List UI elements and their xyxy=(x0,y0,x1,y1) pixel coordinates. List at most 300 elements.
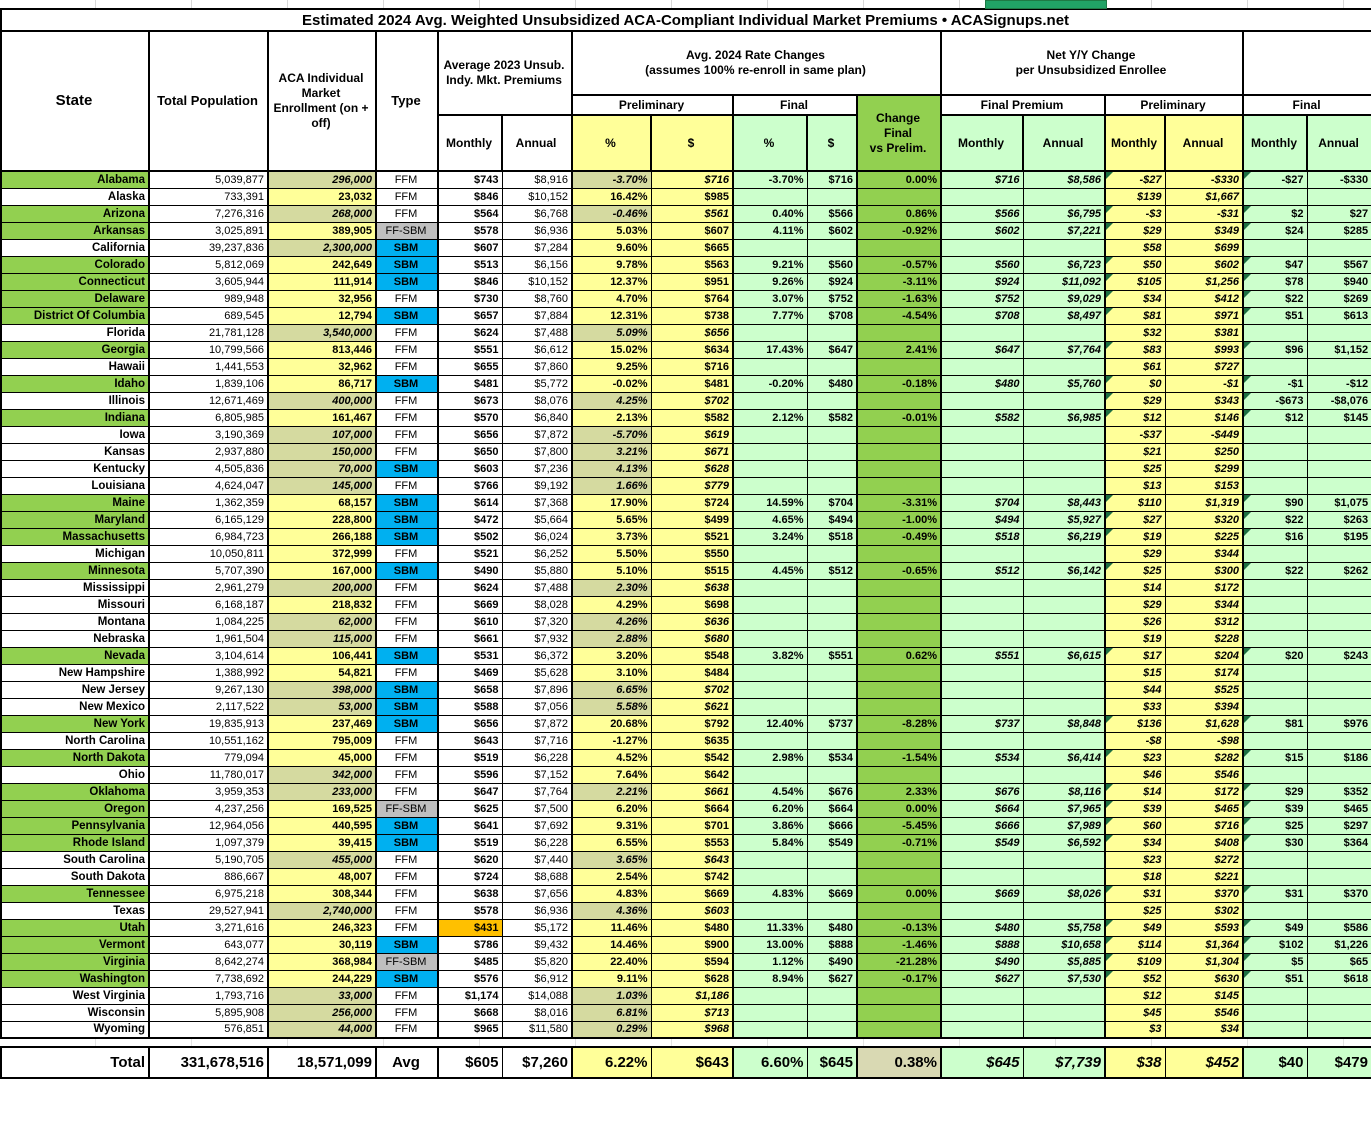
market-type[interactable]: FFM xyxy=(376,987,438,1004)
premium-2023-monthly[interactable]: $570 xyxy=(438,409,502,426)
change-final-vs-prelim[interactable] xyxy=(857,766,941,783)
total-population[interactable]: 3,605,944 xyxy=(149,273,268,290)
final-premium-monthly[interactable]: $627 xyxy=(941,970,1023,987)
final-premium-annual[interactable] xyxy=(1023,664,1105,681)
change-final-vs-prelim[interactable] xyxy=(857,1021,941,1038)
final-premium-monthly[interactable] xyxy=(941,630,1023,647)
aca-enrollment[interactable]: 145,000 xyxy=(268,477,376,494)
net-final-monthly[interactable]: $15 xyxy=(1243,749,1307,766)
total-population[interactable]: 39,237,836 xyxy=(149,239,268,256)
total-population[interactable]: 2,961,279 xyxy=(149,579,268,596)
final-rate-change-pct[interactable] xyxy=(733,545,807,562)
premium-2023-annual[interactable]: $8,028 xyxy=(502,596,572,613)
final-premium-annual[interactable]: $6,142 xyxy=(1023,562,1105,579)
market-type[interactable]: FFM xyxy=(376,579,438,596)
net-final-monthly[interactable] xyxy=(1243,579,1307,596)
final-premium-annual[interactable]: $6,795 xyxy=(1023,205,1105,222)
final-premium-monthly[interactable] xyxy=(941,188,1023,205)
final-rate-change-pct[interactable]: 11.33% xyxy=(733,919,807,936)
final-rate-change-pct[interactable]: 1.12% xyxy=(733,953,807,970)
net-final-annual[interactable]: $1,075 xyxy=(1307,494,1371,511)
final-premium-monthly[interactable]: $549 xyxy=(941,834,1023,851)
final-premium-annual[interactable] xyxy=(1023,392,1105,409)
market-type[interactable]: FF-SBM xyxy=(376,800,438,817)
state-name[interactable]: New Mexico xyxy=(1,698,149,715)
state-name[interactable]: Alaska xyxy=(1,188,149,205)
col-header-2023-monthly[interactable]: Monthly xyxy=(438,115,502,171)
net-final-monthly[interactable] xyxy=(1243,1021,1307,1038)
aca-enrollment[interactable]: 169,525 xyxy=(268,800,376,817)
premium-2023-annual[interactable]: $7,152 xyxy=(502,766,572,783)
net-prelim-annual[interactable]: $602 xyxy=(1165,256,1243,273)
prelim-rate-change-pct[interactable]: 5.58% xyxy=(572,698,651,715)
total-population[interactable]: 6,168,187 xyxy=(149,596,268,613)
net-prelim-monthly[interactable]: $29 xyxy=(1105,596,1165,613)
total-net-prelim-annual[interactable]: $452 xyxy=(1165,1047,1243,1078)
prelim-rate-change-pct[interactable]: -0.46% xyxy=(572,205,651,222)
final-premium-monthly[interactable]: $512 xyxy=(941,562,1023,579)
premium-2023-annual[interactable]: $6,768 xyxy=(502,205,572,222)
final-rate-change-usd[interactable] xyxy=(807,358,857,375)
net-final-annual[interactable] xyxy=(1307,443,1371,460)
premium-2023-annual[interactable]: $6,912 xyxy=(502,970,572,987)
total-population[interactable]: 886,667 xyxy=(149,868,268,885)
market-type[interactable]: SBM xyxy=(376,494,438,511)
final-premium-annual[interactable]: $5,927 xyxy=(1023,511,1105,528)
net-final-annual[interactable]: $262 xyxy=(1307,562,1371,579)
premium-2023-monthly[interactable]: $724 xyxy=(438,868,502,885)
net-prelim-annual[interactable]: $381 xyxy=(1165,324,1243,341)
prelim-rate-change-usd[interactable]: $553 xyxy=(651,834,733,851)
final-rate-change-usd[interactable]: $494 xyxy=(807,511,857,528)
change-final-vs-prelim[interactable]: -0.71% xyxy=(857,834,941,851)
net-final-monthly[interactable]: $51 xyxy=(1243,970,1307,987)
premium-2023-monthly[interactable]: $564 xyxy=(438,205,502,222)
aca-enrollment[interactable]: 244,229 xyxy=(268,970,376,987)
final-rate-change-usd[interactable] xyxy=(807,681,857,698)
change-final-vs-prelim[interactable]: -8.28% xyxy=(857,715,941,732)
premium-2023-annual[interactable]: $8,760 xyxy=(502,290,572,307)
final-rate-change-pct[interactable] xyxy=(733,358,807,375)
net-final-annual[interactable] xyxy=(1307,545,1371,562)
net-final-monthly[interactable]: $22 xyxy=(1243,562,1307,579)
aca-enrollment[interactable]: 237,469 xyxy=(268,715,376,732)
market-type[interactable]: SBM xyxy=(376,681,438,698)
state-name[interactable]: Mississippi xyxy=(1,579,149,596)
final-premium-annual[interactable] xyxy=(1023,239,1105,256)
prelim-rate-change-pct[interactable]: 9.11% xyxy=(572,970,651,987)
state-name[interactable]: Wyoming xyxy=(1,1021,149,1038)
final-premium-monthly[interactable] xyxy=(941,987,1023,1004)
final-premium-annual[interactable]: $8,116 xyxy=(1023,783,1105,800)
aca-enrollment[interactable]: 86,717 xyxy=(268,375,376,392)
change-final-vs-prelim[interactable]: 2.41% xyxy=(857,341,941,358)
net-final-annual[interactable]: $145 xyxy=(1307,409,1371,426)
net-final-annual[interactable]: $65 xyxy=(1307,953,1371,970)
net-final-annual[interactable]: $263 xyxy=(1307,511,1371,528)
prelim-rate-change-usd[interactable]: $779 xyxy=(651,477,733,494)
prelim-rate-change-usd[interactable]: $619 xyxy=(651,426,733,443)
change-final-vs-prelim[interactable]: -0.13% xyxy=(857,919,941,936)
final-rate-change-pct[interactable]: 3.82% xyxy=(733,647,807,664)
premium-2023-annual[interactable]: $5,172 xyxy=(502,919,572,936)
state-name[interactable]: Hawaii xyxy=(1,358,149,375)
premium-2023-annual[interactable]: $6,228 xyxy=(502,749,572,766)
total-population[interactable]: 29,527,941 xyxy=(149,902,268,919)
net-final-annual[interactable] xyxy=(1307,681,1371,698)
final-premium-annual[interactable] xyxy=(1023,1004,1105,1021)
change-final-vs-prelim[interactable] xyxy=(857,868,941,885)
final-rate-change-usd[interactable] xyxy=(807,545,857,562)
premium-2023-monthly[interactable]: $624 xyxy=(438,324,502,341)
total-population[interactable]: 6,165,129 xyxy=(149,511,268,528)
prelim-rate-change-usd[interactable]: $792 xyxy=(651,715,733,732)
net-prelim-annual[interactable]: $1,256 xyxy=(1165,273,1243,290)
final-premium-monthly[interactable] xyxy=(941,426,1023,443)
prelim-rate-change-usd[interactable]: $521 xyxy=(651,528,733,545)
net-prelim-annual[interactable]: $699 xyxy=(1165,239,1243,256)
change-final-vs-prelim[interactable]: -0.65% xyxy=(857,562,941,579)
change-final-vs-prelim[interactable] xyxy=(857,1004,941,1021)
market-type[interactable]: FFM xyxy=(376,477,438,494)
final-premium-annual[interactable] xyxy=(1023,596,1105,613)
state-name[interactable]: Indiana xyxy=(1,409,149,426)
net-prelim-monthly[interactable]: $19 xyxy=(1105,528,1165,545)
net-prelim-annual[interactable]: $300 xyxy=(1165,562,1243,579)
prelim-rate-change-pct[interactable]: 2.30% xyxy=(572,579,651,596)
market-type[interactable]: SBM xyxy=(376,715,438,732)
market-type[interactable]: FFM xyxy=(376,630,438,647)
final-rate-change-pct[interactable]: 5.84% xyxy=(733,834,807,851)
group-header-rate-changes[interactable] xyxy=(572,31,941,95)
state-name[interactable]: Iowa xyxy=(1,426,149,443)
final-premium-monthly[interactable]: $664 xyxy=(941,800,1023,817)
premium-2023-monthly[interactable]: $490 xyxy=(438,562,502,579)
premium-2023-annual[interactable]: $8,916 xyxy=(502,171,572,188)
premium-2023-annual[interactable]: $7,320 xyxy=(502,613,572,630)
final-rate-change-usd[interactable] xyxy=(807,477,857,494)
state-name[interactable]: Louisiana xyxy=(1,477,149,494)
net-final-annual[interactable]: -$8,076 xyxy=(1307,392,1371,409)
change-final-vs-prelim[interactable]: 0.62% xyxy=(857,647,941,664)
final-premium-annual[interactable]: $7,764 xyxy=(1023,341,1105,358)
net-prelim-monthly[interactable]: $23 xyxy=(1105,749,1165,766)
net-final-monthly[interactable] xyxy=(1243,868,1307,885)
market-type[interactable]: FFM xyxy=(376,613,438,630)
state-name[interactable]: Kansas xyxy=(1,443,149,460)
col-header-prelim-pct[interactable]: % xyxy=(572,115,651,171)
net-final-monthly[interactable]: $12 xyxy=(1243,409,1307,426)
final-premium-annual[interactable] xyxy=(1023,868,1105,885)
final-premium-annual[interactable]: $7,530 xyxy=(1023,970,1105,987)
net-final-annual[interactable] xyxy=(1307,358,1371,375)
total-change[interactable]: 0.38% xyxy=(857,1047,941,1078)
net-final-annual[interactable] xyxy=(1307,460,1371,477)
net-prelim-monthly[interactable]: $110 xyxy=(1105,494,1165,511)
net-final-monthly[interactable] xyxy=(1243,188,1307,205)
net-final-annual[interactable]: $370 xyxy=(1307,885,1371,902)
col-header-nf-annual[interactable]: Annual xyxy=(1307,115,1371,171)
final-rate-change-pct[interactable]: 13.00% xyxy=(733,936,807,953)
prelim-rate-change-pct[interactable]: 3.65% xyxy=(572,851,651,868)
net-prelim-monthly[interactable]: -$3 xyxy=(1105,205,1165,222)
net-final-annual[interactable]: $618 xyxy=(1307,970,1371,987)
subheader-net-preliminary[interactable]: Preliminary xyxy=(1105,95,1243,115)
final-premium-annual[interactable]: $6,414 xyxy=(1023,749,1105,766)
final-rate-change-pct[interactable] xyxy=(733,868,807,885)
final-rate-change-usd[interactable] xyxy=(807,732,857,749)
aca-enrollment[interactable]: 32,956 xyxy=(268,290,376,307)
state-name[interactable]: New Jersey xyxy=(1,681,149,698)
final-rate-change-usd[interactable] xyxy=(807,443,857,460)
net-prelim-annual[interactable]: $221 xyxy=(1165,868,1243,885)
prelim-rate-change-pct[interactable]: 9.78% xyxy=(572,256,651,273)
final-premium-monthly[interactable]: $560 xyxy=(941,256,1023,273)
net-final-monthly[interactable] xyxy=(1243,664,1307,681)
final-rate-change-pct[interactable]: -0.20% xyxy=(733,375,807,392)
net-final-annual[interactable]: $285 xyxy=(1307,222,1371,239)
premium-2023-annual[interactable]: $6,840 xyxy=(502,409,572,426)
net-prelim-annual[interactable]: $1,667 xyxy=(1165,188,1243,205)
final-premium-annual[interactable]: $5,760 xyxy=(1023,375,1105,392)
prelim-rate-change-usd[interactable]: $563 xyxy=(651,256,733,273)
premium-2023-annual[interactable]: $10,152 xyxy=(502,188,572,205)
aca-enrollment[interactable]: 45,000 xyxy=(268,749,376,766)
final-rate-change-usd[interactable]: $708 xyxy=(807,307,857,324)
final-rate-change-usd[interactable]: $627 xyxy=(807,970,857,987)
net-prelim-monthly[interactable]: $49 xyxy=(1105,919,1165,936)
prelim-rate-change-usd[interactable]: $724 xyxy=(651,494,733,511)
premium-2023-monthly[interactable]: $519 xyxy=(438,749,502,766)
net-final-annual[interactable] xyxy=(1307,698,1371,715)
group-header-avg-2023[interactable]: Average 2023 Unsub. Indy. Mkt. Premiums xyxy=(438,31,572,115)
premium-2023-monthly[interactable]: $658 xyxy=(438,681,502,698)
state-name[interactable]: District Of Columbia xyxy=(1,307,149,324)
premium-2023-monthly[interactable]: $661 xyxy=(438,630,502,647)
total-population[interactable]: 9,267,130 xyxy=(149,681,268,698)
final-premium-monthly[interactable] xyxy=(941,579,1023,596)
total-population[interactable]: 6,975,218 xyxy=(149,885,268,902)
final-rate-change-pct[interactable]: 0.40% xyxy=(733,205,807,222)
prelim-rate-change-pct[interactable]: 3.20% xyxy=(572,647,651,664)
final-premium-monthly[interactable]: $666 xyxy=(941,817,1023,834)
state-name[interactable]: Utah xyxy=(1,919,149,936)
premium-2023-monthly[interactable]: $846 xyxy=(438,188,502,205)
prelim-rate-change-usd[interactable]: $642 xyxy=(651,766,733,783)
final-premium-monthly[interactable]: $480 xyxy=(941,919,1023,936)
net-prelim-monthly[interactable]: $81 xyxy=(1105,307,1165,324)
final-premium-annual[interactable] xyxy=(1023,851,1105,868)
change-final-vs-prelim[interactable] xyxy=(857,443,941,460)
final-premium-annual[interactable]: $8,586 xyxy=(1023,171,1105,188)
change-final-vs-prelim[interactable] xyxy=(857,545,941,562)
state-name[interactable]: North Dakota xyxy=(1,749,149,766)
net-prelim-annual[interactable]: $716 xyxy=(1165,817,1243,834)
net-final-annual[interactable] xyxy=(1307,477,1371,494)
prelim-rate-change-pct[interactable]: 16.42% xyxy=(572,188,651,205)
prelim-rate-change-usd[interactable]: $716 xyxy=(651,358,733,375)
final-premium-annual[interactable]: $11,092 xyxy=(1023,273,1105,290)
state-name[interactable]: Rhode Island xyxy=(1,834,149,851)
total-population[interactable]: 4,505,836 xyxy=(149,460,268,477)
final-premium-annual[interactable]: $8,443 xyxy=(1023,494,1105,511)
market-type[interactable]: SBM xyxy=(376,375,438,392)
final-premium-monthly[interactable]: $480 xyxy=(941,375,1023,392)
final-rate-change-usd[interactable] xyxy=(807,426,857,443)
premium-2023-monthly[interactable]: $643 xyxy=(438,732,502,749)
net-final-annual[interactable] xyxy=(1307,324,1371,341)
final-rate-change-pct[interactable] xyxy=(733,426,807,443)
aca-enrollment[interactable]: 266,188 xyxy=(268,528,376,545)
net-prelim-monthly[interactable]: $12 xyxy=(1105,409,1165,426)
net-final-annual[interactable] xyxy=(1307,902,1371,919)
group-header-net-yy[interactable] xyxy=(941,31,1243,95)
final-premium-monthly[interactable] xyxy=(941,698,1023,715)
prelim-rate-change-usd[interactable]: $628 xyxy=(651,460,733,477)
state-name[interactable]: Georgia xyxy=(1,341,149,358)
net-prelim-monthly[interactable]: $83 xyxy=(1105,341,1165,358)
final-rate-change-pct[interactable]: 3.07% xyxy=(733,290,807,307)
net-prelim-annual[interactable]: $971 xyxy=(1165,307,1243,324)
market-type[interactable]: FFM xyxy=(376,732,438,749)
aca-enrollment[interactable]: 70,000 xyxy=(268,460,376,477)
market-type[interactable]: FFM xyxy=(376,324,438,341)
total-population[interactable]: 21,781,128 xyxy=(149,324,268,341)
total-final-usd[interactable]: $645 xyxy=(807,1047,857,1078)
market-type[interactable]: FFM xyxy=(376,749,438,766)
subheader-final[interactable]: Final xyxy=(733,95,857,115)
net-prelim-annual[interactable]: $412 xyxy=(1165,290,1243,307)
premium-2023-monthly[interactable]: $624 xyxy=(438,579,502,596)
net-prelim-monthly[interactable]: $32 xyxy=(1105,324,1165,341)
total-population[interactable]: 8,642,274 xyxy=(149,953,268,970)
final-rate-change-usd[interactable]: $664 xyxy=(807,800,857,817)
premium-2023-annual[interactable]: $7,284 xyxy=(502,239,572,256)
aca-enrollment[interactable]: 44,000 xyxy=(268,1021,376,1038)
final-rate-change-usd[interactable] xyxy=(807,188,857,205)
final-rate-change-usd[interactable] xyxy=(807,902,857,919)
net-final-annual[interactable] xyxy=(1307,596,1371,613)
prelim-rate-change-pct[interactable]: 4.26% xyxy=(572,613,651,630)
net-final-annual[interactable] xyxy=(1307,630,1371,647)
premium-2023-annual[interactable]: $9,192 xyxy=(502,477,572,494)
net-final-annual[interactable] xyxy=(1307,239,1371,256)
state-name[interactable]: Pennsylvania xyxy=(1,817,149,834)
market-type[interactable]: FFM xyxy=(376,783,438,800)
net-final-monthly[interactable]: $20 xyxy=(1243,647,1307,664)
prelim-rate-change-pct[interactable]: 9.31% xyxy=(572,817,651,834)
final-premium-annual[interactable]: $5,758 xyxy=(1023,919,1105,936)
final-rate-change-pct[interactable]: 14.59% xyxy=(733,494,807,511)
prelim-rate-change-usd[interactable]: $742 xyxy=(651,868,733,885)
total-population[interactable]: 643,077 xyxy=(149,936,268,953)
total-population[interactable]: 5,190,705 xyxy=(149,851,268,868)
net-prelim-annual[interactable]: $34 xyxy=(1165,1021,1243,1038)
net-prelim-monthly[interactable]: $29 xyxy=(1105,222,1165,239)
net-final-monthly[interactable]: $47 xyxy=(1243,256,1307,273)
net-final-monthly[interactable]: $16 xyxy=(1243,528,1307,545)
final-rate-change-usd[interactable]: $549 xyxy=(807,834,857,851)
total-population[interactable]: 689,545 xyxy=(149,307,268,324)
prelim-rate-change-pct[interactable]: 15.02% xyxy=(572,341,651,358)
final-rate-change-usd[interactable]: $924 xyxy=(807,273,857,290)
final-rate-change-pct[interactable] xyxy=(733,851,807,868)
net-prelim-annual[interactable]: $343 xyxy=(1165,392,1243,409)
final-rate-change-usd[interactable]: $534 xyxy=(807,749,857,766)
prelim-rate-change-pct[interactable]: -3.70% xyxy=(572,171,651,188)
final-rate-change-pct[interactable] xyxy=(733,188,807,205)
premium-2023-monthly[interactable]: $469 xyxy=(438,664,502,681)
market-type[interactable]: FFM xyxy=(376,188,438,205)
prelim-rate-change-pct[interactable]: 2.88% xyxy=(572,630,651,647)
total-population[interactable]: 10,799,566 xyxy=(149,341,268,358)
net-final-monthly[interactable] xyxy=(1243,460,1307,477)
total-population[interactable]: 1,388,992 xyxy=(149,664,268,681)
net-final-monthly[interactable]: $78 xyxy=(1243,273,1307,290)
aca-enrollment[interactable]: 32,962 xyxy=(268,358,376,375)
total-population[interactable]: 1,839,106 xyxy=(149,375,268,392)
net-prelim-annual[interactable]: $225 xyxy=(1165,528,1243,545)
premium-2023-monthly[interactable]: $431 xyxy=(438,919,502,936)
aca-enrollment[interactable]: 23,032 xyxy=(268,188,376,205)
net-prelim-monthly[interactable]: $26 xyxy=(1105,613,1165,630)
aca-enrollment[interactable]: 398,000 xyxy=(268,681,376,698)
total-population[interactable]: 7,738,692 xyxy=(149,970,268,987)
prelim-rate-change-pct[interactable]: 1.03% xyxy=(572,987,651,1004)
final-rate-change-pct[interactable] xyxy=(733,766,807,783)
net-prelim-monthly[interactable]: $23 xyxy=(1105,851,1165,868)
net-prelim-annual[interactable]: $370 xyxy=(1165,885,1243,902)
market-type[interactable]: SBM xyxy=(376,273,438,290)
final-premium-annual[interactable] xyxy=(1023,188,1105,205)
premium-2023-annual[interactable]: $10,152 xyxy=(502,273,572,290)
total-final-pct[interactable]: 6.60% xyxy=(733,1047,807,1078)
final-rate-change-pct[interactable] xyxy=(733,477,807,494)
final-premium-monthly[interactable] xyxy=(941,392,1023,409)
final-rate-change-pct[interactable]: -3.70% xyxy=(733,171,807,188)
prelim-rate-change-usd[interactable]: $607 xyxy=(651,222,733,239)
avg-label[interactable]: Avg xyxy=(376,1047,438,1078)
aca-enrollment[interactable]: 106,441 xyxy=(268,647,376,664)
aca-enrollment[interactable]: 256,000 xyxy=(268,1004,376,1021)
prelim-rate-change-pct[interactable]: 4.25% xyxy=(572,392,651,409)
total-population[interactable]: 4,237,256 xyxy=(149,800,268,817)
final-rate-change-usd[interactable] xyxy=(807,579,857,596)
prelim-rate-change-usd[interactable]: $634 xyxy=(651,341,733,358)
final-premium-monthly[interactable]: $676 xyxy=(941,783,1023,800)
col-header-prelim-usd[interactable]: $ xyxy=(651,115,733,171)
final-premium-monthly[interactable] xyxy=(941,902,1023,919)
final-rate-change-pct[interactable] xyxy=(733,630,807,647)
prelim-rate-change-usd[interactable]: $664 xyxy=(651,800,733,817)
aca-enrollment[interactable]: 62,000 xyxy=(268,613,376,630)
premium-2023-monthly[interactable]: $625 xyxy=(438,800,502,817)
state-name[interactable]: California xyxy=(1,239,149,256)
premium-2023-annual[interactable]: $6,024 xyxy=(502,528,572,545)
final-premium-annual[interactable] xyxy=(1023,766,1105,783)
prelim-rate-change-usd[interactable]: $951 xyxy=(651,273,733,290)
prelim-rate-change-usd[interactable]: $635 xyxy=(651,732,733,749)
aca-enrollment[interactable]: 455,000 xyxy=(268,851,376,868)
final-rate-change-usd[interactable]: $752 xyxy=(807,290,857,307)
total-population[interactable]: 10,551,162 xyxy=(149,732,268,749)
net-final-monthly[interactable] xyxy=(1243,681,1307,698)
net-prelim-annual[interactable]: $1,319 xyxy=(1165,494,1243,511)
final-premium-annual[interactable] xyxy=(1023,460,1105,477)
net-final-annual[interactable]: $1,152 xyxy=(1307,341,1371,358)
total-population[interactable]: 5,895,908 xyxy=(149,1004,268,1021)
net-final-monthly[interactable] xyxy=(1243,358,1307,375)
